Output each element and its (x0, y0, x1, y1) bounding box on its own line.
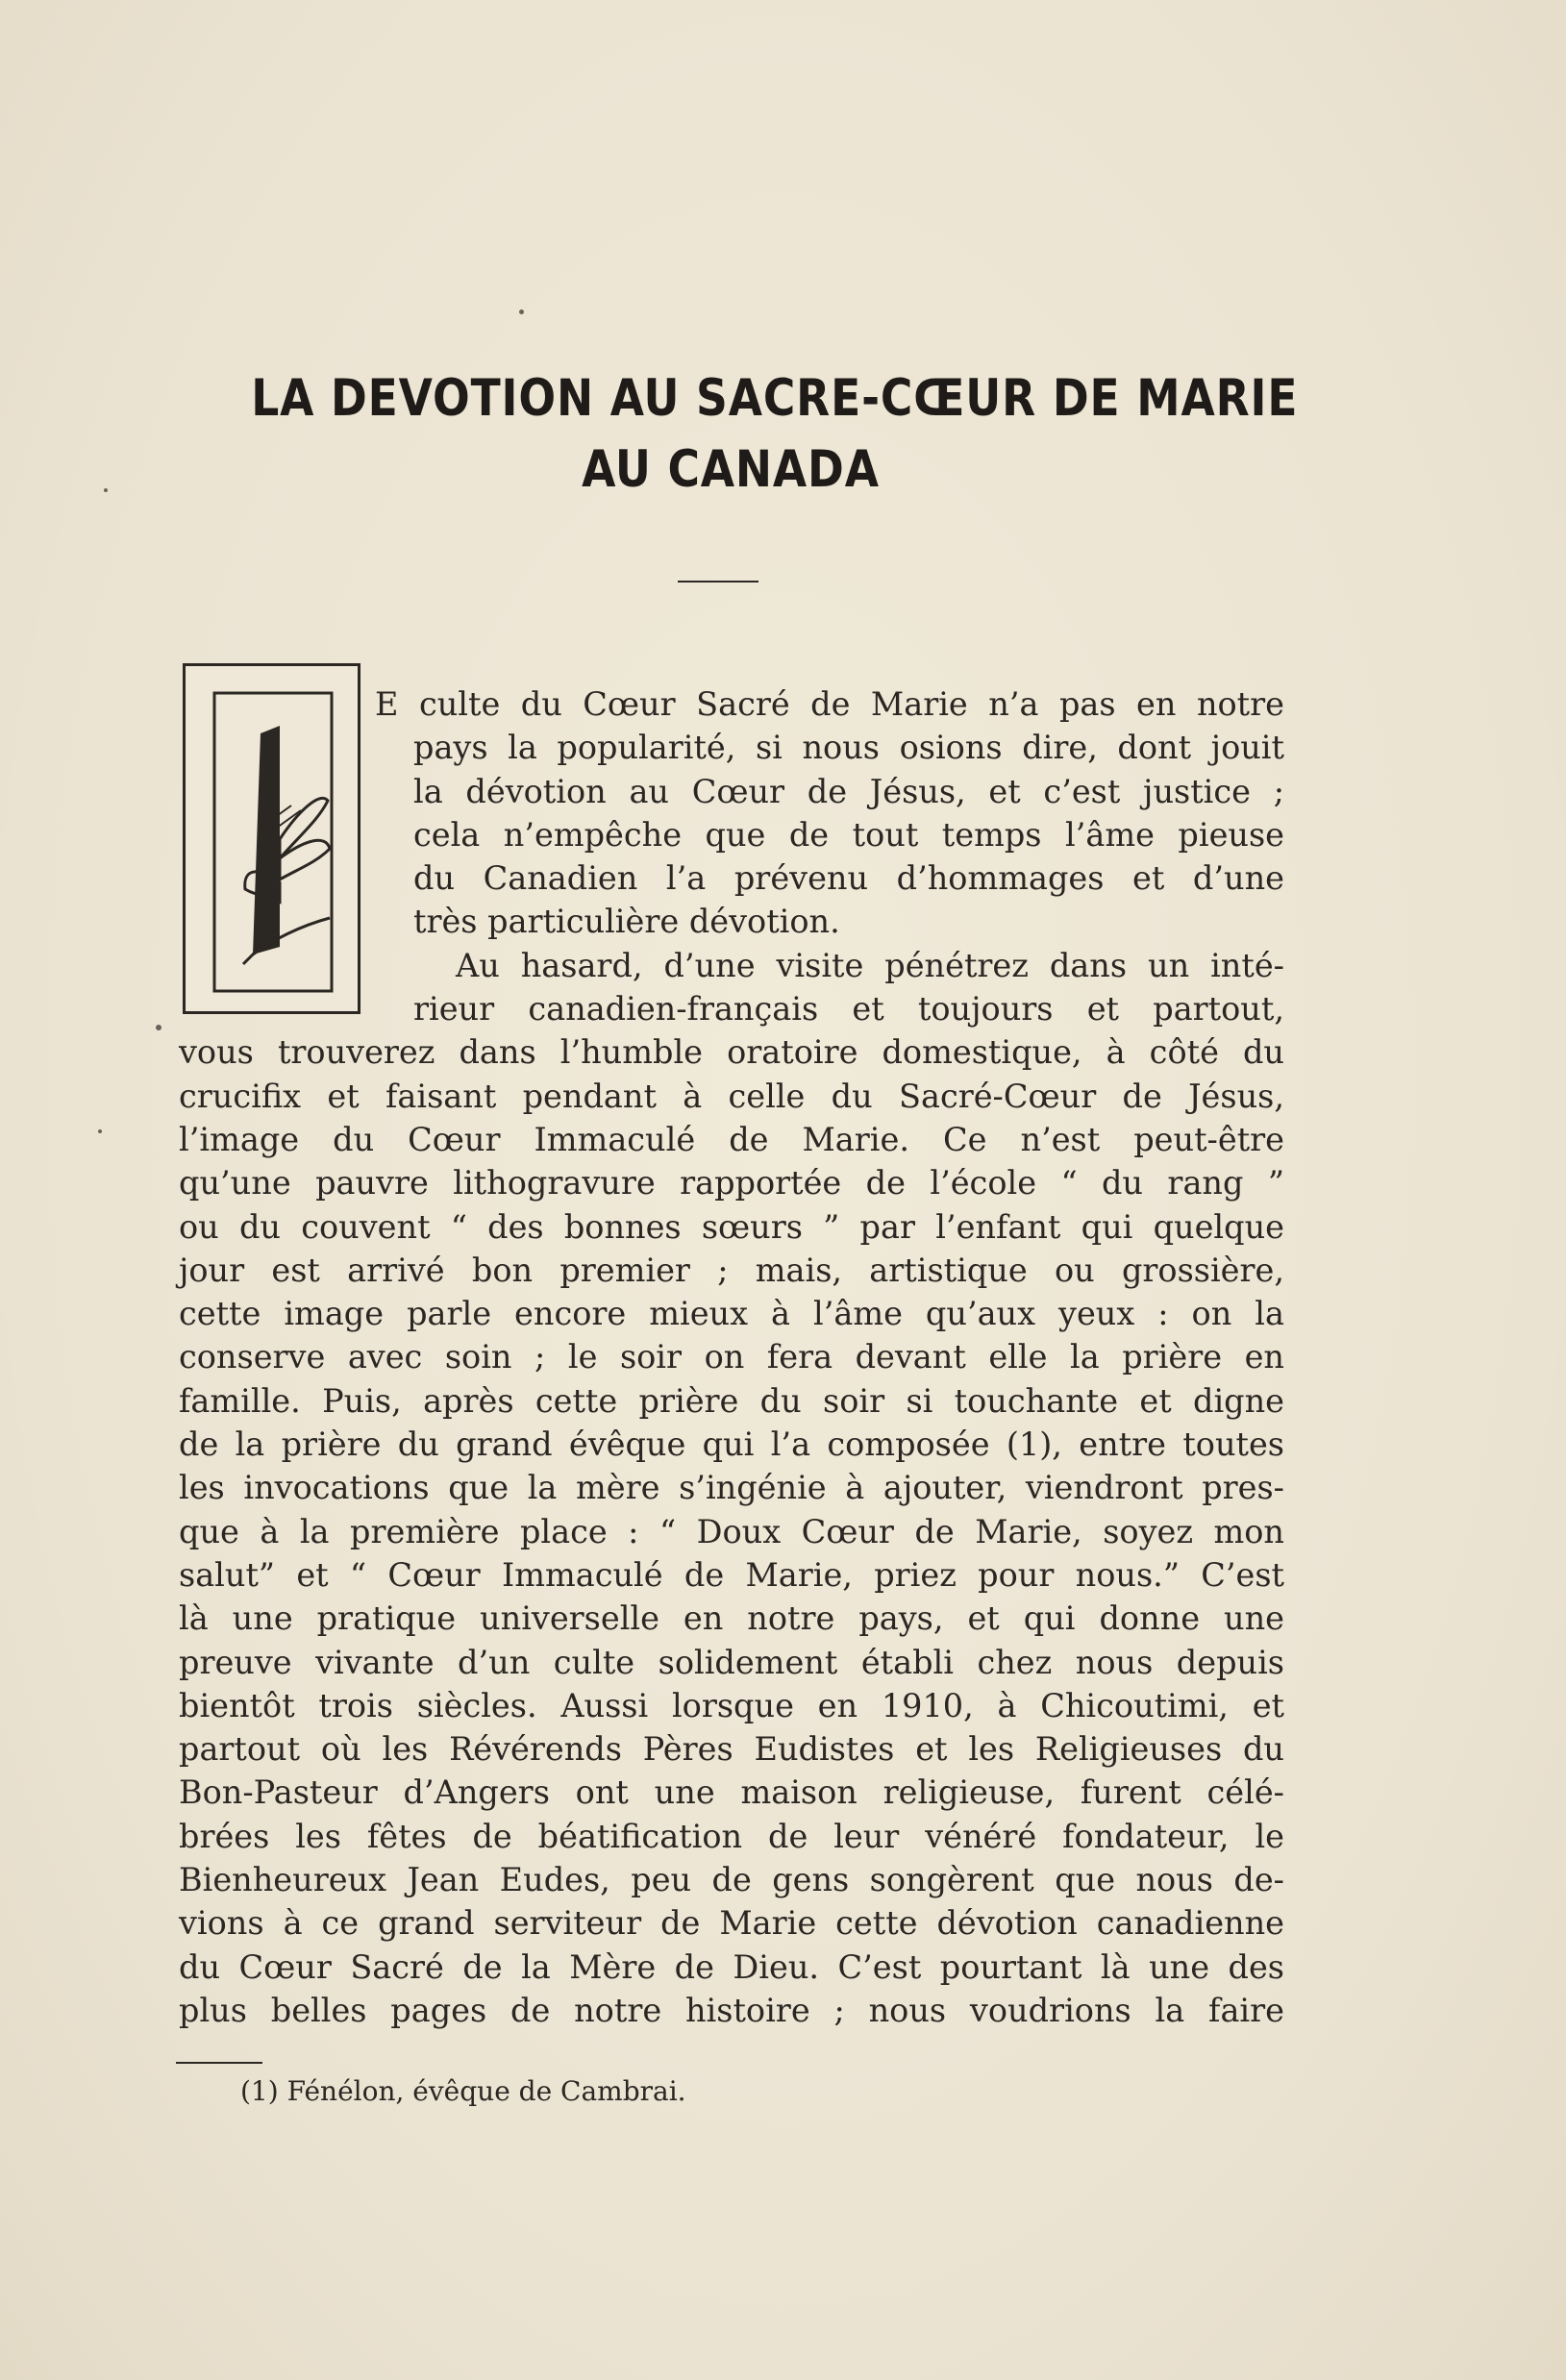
paper-speck (156, 1025, 162, 1030)
title-divider (678, 581, 758, 583)
body-line: conserve avec soin ; le soir on fera devant elle la prière en (179, 1338, 1284, 1376)
body-line: Bon-Pasteur d’Angers ont une maison religieuse, furent célé- (179, 1773, 1284, 1812)
body-line: que à la première place : “ Doux Cœur de Marie, soyez mon (179, 1512, 1284, 1550)
body-line: vous trouverez dans l’humble oratoire domestique, à côté du (179, 1033, 1284, 1072)
body-line: cette image parle encore mieux à l’âme qu’aux yeux : on la (179, 1295, 1284, 1333)
paper-speck (98, 1129, 102, 1133)
body-line: là une pratique universelle en notre pays, et qui donne une (179, 1599, 1284, 1638)
paper-speck (519, 310, 524, 314)
title-line-1: LA DEVOTION AU SACRE-CŒUR DE MARIE (251, 369, 1299, 428)
body-line: Au hasard, d’une visite pénétrez dans un inté- (456, 946, 1284, 984)
body-line: de la prière du grand évêque qui l’a composée (1), entre toutes (179, 1426, 1284, 1464)
body-line: brées les fêtes de béatification de leur vénéré fondateur, le (179, 1817, 1284, 1855)
body-line: famille. Puis, après cette prière du soir si touchante et digne (179, 1381, 1284, 1420)
body-line: crucifix et faisant pendant à celle du Sacré-Cœur de Jésus, (179, 1077, 1284, 1115)
footnote-divider (176, 2062, 262, 2064)
body-line: très particulière dévotion. (413, 903, 840, 941)
body-line: l’image du Cœur Immaculé de Marie. Ce n’est peut-être (179, 1120, 1284, 1158)
body-line: Bienheureux Jean Eudes, peu de gens songèrent que nous de- (179, 1861, 1284, 1899)
footnote: (1) Fénélon, évêque de Cambrai. (240, 2075, 686, 2107)
body-line: rieur canadien-français et toujours et partout, (413, 990, 1284, 1029)
title-line-2: AU CANADA (582, 440, 880, 499)
body-line: partout où les Révérends Pères Eudistes et les Religieuses du (179, 1730, 1284, 1769)
body-line: ou du couvent “ des bonnes sœurs ” par l’enfant qui quelque (179, 1207, 1284, 1246)
body-line: la dévotion au Cœur de Jésus, et c’est justice ; (413, 772, 1284, 810)
article-body (179, 682, 1284, 2032)
body-line: du Canadien l’a prévenu d’hommages et d’une (413, 859, 1284, 898)
body-line: plus belles pages de notre histoire ; nous voudrions la faire (179, 1991, 1284, 2029)
body-line: bientôt trois siècles. Aussi lorsque en 1910, à Chicoutimi, et (179, 1686, 1284, 1724)
paper-speck (104, 488, 108, 492)
body-line: du Cœur Sacré de la Mère de Dieu. C’est pourtant là une des (179, 1947, 1284, 1986)
body-line: qu’une pauvre lithogravure rapportée de l’école “ du rang ” (179, 1164, 1284, 1202)
body-line: preuve vivante d’un culte solidement établi chez nous depuis (179, 1643, 1284, 1681)
body-line: cela n’empêche que de tout temps l’âme pieuse (413, 815, 1284, 854)
body-line: E culte du Cœur Sacré de Marie n’a pas en notre (375, 685, 1284, 723)
body-line: salut” et “ Cœur Immaculé de Marie, priez pour nous.” C’est (179, 1555, 1284, 1594)
body-line: jour est arrivé bon premier ; mais, artistique ou grossière, (179, 1251, 1284, 1289)
chapter-title (251, 363, 1299, 506)
body-line: pays la popularité, si nous osions dire, dont jouit (413, 729, 1284, 767)
body-line: vions à ce grand serviteur de Marie cette dévotion canadienne (179, 1904, 1284, 1943)
body-line: les invocations que la mère s’ingénie à ajouter, viendront pres- (179, 1469, 1284, 1507)
